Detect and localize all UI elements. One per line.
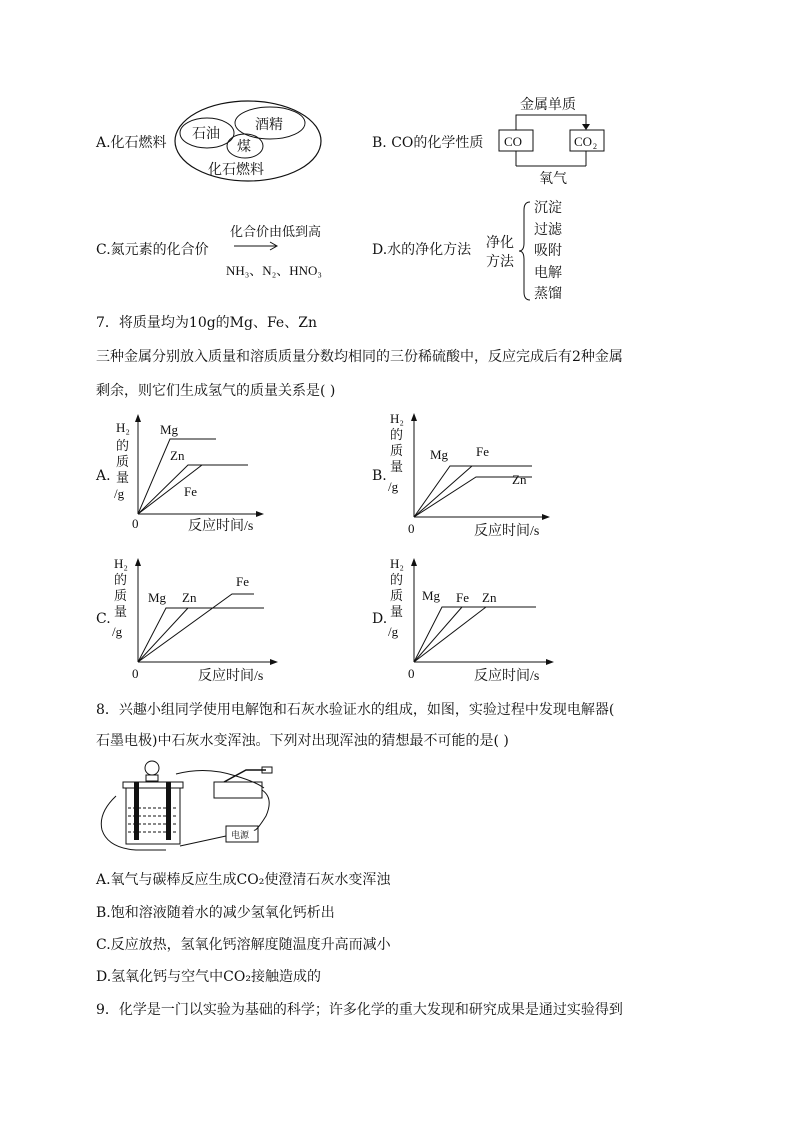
graph-c-option: C.: [96, 611, 111, 627]
co-top-label: 金属单质: [520, 98, 576, 113]
option-d-label: D.水的净化方法: [372, 242, 472, 258]
fossil-item-coal: 煤: [237, 140, 251, 155]
series-zn: [138, 465, 216, 514]
graph-a-option: A.: [96, 468, 111, 484]
series-label-zn: Zn: [182, 590, 197, 605]
svg-text:/g: /g: [388, 624, 399, 639]
fossil-outer-label: 化石燃料: [208, 163, 264, 178]
purification-method-list: [534, 198, 562, 306]
y-axis-label: [388, 411, 404, 494]
series-label-fe: Fe: [236, 574, 249, 589]
svg-text:质: 质: [116, 454, 130, 469]
series-label-mg: Mg: [160, 422, 179, 437]
q7-line2: 三种金属分别放入质量和溶质质量分数均相同的三份稀硫酸中，反应完成后有2种金属: [96, 349, 623, 365]
method-item: 过滤: [534, 221, 562, 238]
q8-line2: 石墨电极)中石灰水变浑浊。下列对出现浑浊的猜想最不可能的是( ): [96, 733, 509, 749]
series-label-fe: Fe: [184, 484, 197, 499]
svg-text:H₂: H₂: [114, 556, 128, 571]
origin-label: 0: [132, 666, 139, 681]
svg-text:/g: /g: [388, 479, 399, 494]
fossil-fuel-diagram: [172, 98, 324, 184]
co-box-right: CO: [574, 134, 593, 149]
origin-label: 0: [408, 521, 415, 536]
q7-line1: 7．将质量均为10g的Mg、Fe、Zn: [96, 315, 317, 331]
q9-line1: 9．化学是一门以实验为基础的科学；许多化学的重大发现和研究成果是通过实验得到: [96, 1002, 623, 1018]
series-label-zn: Zn: [512, 472, 527, 487]
graph-a: [108, 410, 278, 535]
graph-d: [384, 550, 554, 685]
method-item: 蒸馏: [534, 286, 562, 302]
x-axis-label: 反应时间/s: [474, 524, 540, 539]
y-axis-label: [114, 420, 130, 501]
graph-d-option: D.: [372, 611, 388, 627]
y-axis-label: [388, 556, 404, 639]
svg-text:量: 量: [116, 470, 130, 485]
series-label-zn: Zn: [482, 590, 497, 605]
svg-text:质: 质: [390, 443, 404, 458]
q8-option-d: D.氢氧化钙与空气中CO₂接触造成的: [96, 969, 321, 985]
series-zn: [138, 608, 188, 662]
series-label-zn: Zn: [170, 448, 185, 463]
svg-text:量: 量: [390, 604, 404, 619]
origin-label: 0: [132, 516, 139, 531]
purification-group-line2: 方法: [486, 254, 514, 270]
svg-text:量: 量: [390, 459, 404, 474]
electrolysis-apparatus: [96, 758, 286, 858]
power-supply-label: 电源: [231, 830, 250, 840]
series-label-fe: Fe: [456, 590, 469, 605]
svg-text:/g: /g: [112, 624, 123, 639]
svg-text:H₂: H₂: [390, 411, 404, 426]
svg-text:的: 的: [390, 572, 404, 587]
co-bottom-label: 氧气: [539, 172, 567, 186]
option-a-label: A.化石燃料: [96, 135, 167, 151]
svg-text:的: 的: [116, 438, 130, 453]
nitrogen-compound-seq: NH₃、N₂、HNO₃: [226, 263, 322, 278]
valence-trend-label: 化合价由低到高: [230, 225, 322, 240]
series-label-mg: Mg: [148, 590, 167, 605]
graph-c: [108, 550, 278, 685]
x-axis-label: 反应时间/s: [474, 669, 540, 684]
series-label-mg: Mg: [422, 588, 441, 603]
svg-text:的: 的: [390, 427, 404, 442]
series-zn: [414, 607, 486, 662]
arrow-right-icon: [232, 240, 282, 252]
q8-option-c: C.反应放热，氢氧化钙溶解度随温度升高而减小: [96, 937, 391, 953]
fossil-item-alcohol: 酒精: [255, 118, 283, 133]
co-box-left: CO: [504, 134, 523, 149]
option-b-label: B. CO的化学性质: [372, 135, 484, 151]
y-axis-label: [112, 556, 128, 639]
svg-text:的: 的: [114, 572, 128, 587]
fossil-item-oil: 石油: [192, 127, 220, 142]
q8-option-a: A.氧气与碳棒反应生成CO₂使澄清石灰水变浑浊: [96, 872, 391, 888]
svg-text:/g: /g: [114, 486, 125, 501]
q8-line1: 8．兴趣小组同学使用电解饱和石灰水验证水的组成，如图，实验过程中发现电解器(: [96, 702, 615, 718]
graph-b: [384, 405, 554, 540]
series-label-mg: Mg: [430, 447, 449, 462]
svg-text:质: 质: [390, 588, 404, 603]
purification-group-line1: 净化: [486, 235, 514, 251]
brace-icon: [518, 200, 534, 302]
method-item: 电解: [534, 264, 562, 281]
co-properties-diagram: [494, 94, 606, 186]
x-axis-label: 反应时间/s: [188, 519, 254, 534]
series-label-fe: Fe: [476, 444, 489, 459]
q8-option-b: B.饱和溶液随着水的减少氢氧化钙析出: [96, 905, 335, 921]
option-c-label: C.氮元素的化合价: [96, 242, 209, 258]
method-item: 吸附: [534, 243, 562, 259]
method-item: 沉淀: [534, 200, 562, 216]
origin-label: 0: [408, 666, 415, 681]
x-axis-label: 反应时间/s: [198, 669, 264, 684]
q7-line3: 剩余，则它们生成氢气的质量关系是( ): [96, 383, 336, 399]
svg-text:质: 质: [114, 588, 128, 603]
svg-text:量: 量: [114, 604, 128, 619]
svg-text:2: 2: [593, 142, 597, 151]
graph-b-option: B.: [372, 468, 387, 484]
svg-text:H₂: H₂: [390, 556, 404, 571]
svg-text:H₂: H₂: [116, 420, 130, 435]
